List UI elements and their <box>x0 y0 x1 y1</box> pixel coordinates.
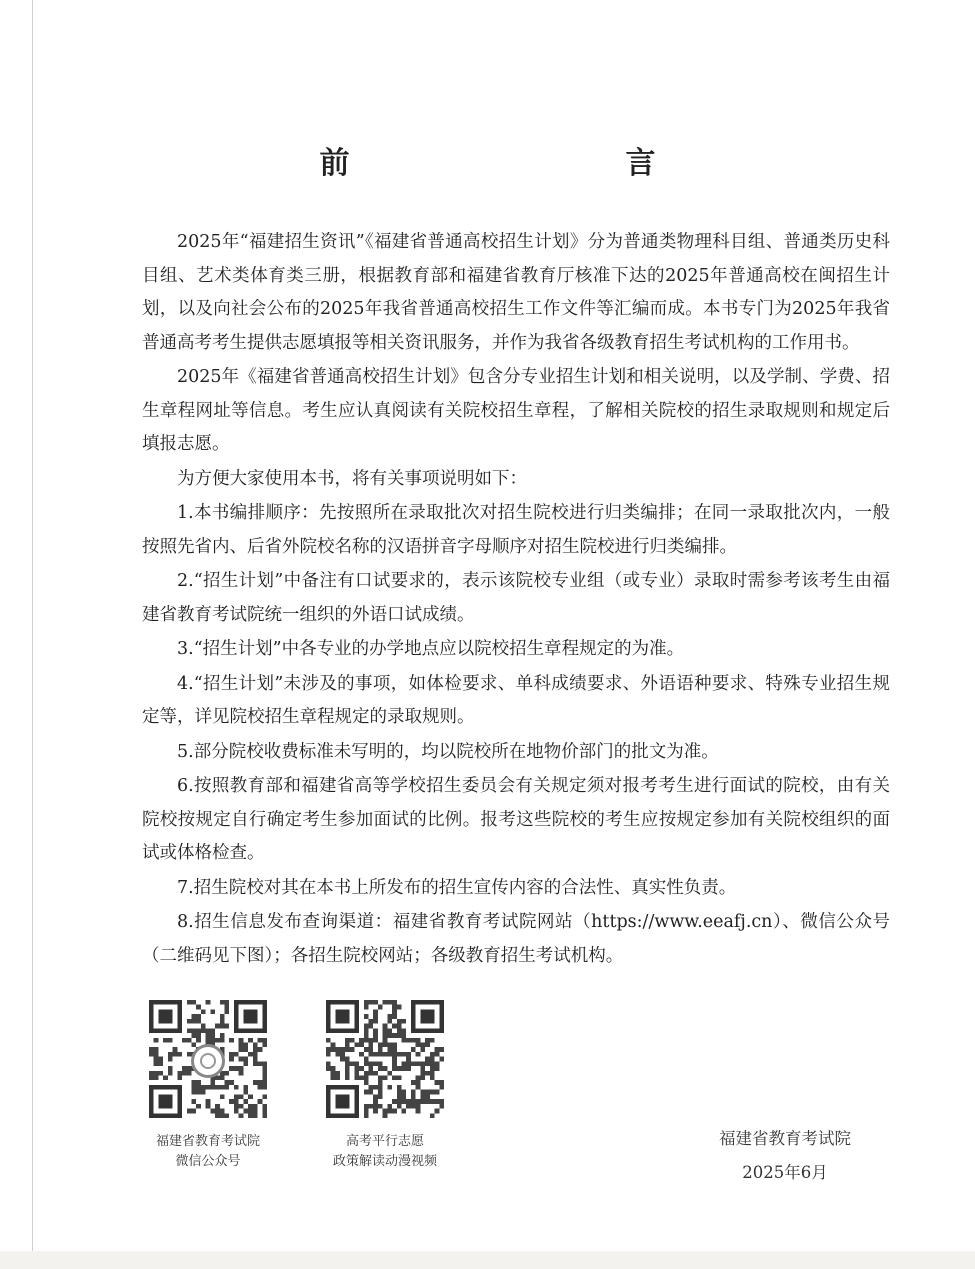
paragraph: 为方便大家使用本书，将有关事项说明如下： <box>177 468 527 489</box>
qr-caption-line: 福建省教育考试院 <box>155 1134 260 1149</box>
qr-block-wechat <box>133 1000 283 1172</box>
page-bottom-margin <box>0 1251 975 1269</box>
page-edge-line <box>32 0 33 1252</box>
paragraph: 7.招生院校对其在本书上所发布的招生宣传内容的合法性、真实性负责。 <box>177 877 737 898</box>
paragraph: 8.招生信息发布查询渠道：福建省教育考试院网站（https://www.eeafj.cn）、微信公众号（二维码见下图）；各招生院校网站；各级教育招生考试机构。 <box>142 912 890 966</box>
paragraph: 3.“招生计划”中各专业的办学地点应以院校招生章程规定的为准。 <box>177 639 685 659</box>
qr-caption-line: 微信公众号 <box>175 1154 241 1169</box>
qr-block-video <box>310 1000 460 1172</box>
signature <box>700 1122 870 1190</box>
qr-caption-line: 政策解读动漫视频 <box>332 1154 437 1169</box>
paragraph: 2.“招生计划”中备注有口试要求的，表示该院校专业组（或专业）录取时需参考该考生由福建省教育考试院统一组织的外语口试成绩。 <box>142 571 890 625</box>
preface-body <box>142 226 890 974</box>
page-title: 前 言 <box>319 146 728 181</box>
signature-org: 福建省教育考试院 <box>719 1129 851 1148</box>
signature-date: 2025年6月 <box>742 1163 828 1182</box>
paragraph: 2025年“福建招生资讯”《福建省普通高校招生计划》分为普通类物理科目组、普通类历史科目组、艺术类体育类三册，根据教育部和福建省教育厅核准下达的2025年普通高校在闽招生计划，以及向社会公布的2025年我省普通高校招生工作文件等汇编而成。本书专门为2025年我省普通高考考生提供志愿填报等相关资讯服务，并作为我省各级教育招生考试机构的工作用书。 <box>142 232 890 353</box>
paragraph: 5.部分院校收费标准未写明的，均以院校所在地物价部门的批文为准。 <box>177 741 719 762</box>
qr-code-icon <box>326 1000 444 1118</box>
paragraph: 1.本书编排顺序：先按照所在录取批次对招生院校进行归类编排；在同一录取批次内，一般按照先省内、后省外院校名称的汉语拼音字母顺序对招生院校进行归类编排。 <box>142 503 890 557</box>
qr-caption <box>133 1132 283 1172</box>
paragraph: 4.“招生计划”未涉及的事项，如体检要求、单科成绩要求、外语语种要求、特殊专业招生规定等，详见院校招生章程规定的录取规则。 <box>142 673 890 727</box>
qr-caption-line: 高考平行志愿 <box>345 1134 424 1149</box>
paragraph: 2025年《福建省普通高校招生计划》包含分专业招生计划和相关说明，以及学制、学费、招生章程网址等信息。考生应认真阅读有关院校招生章程，了解相关院校的招生录取规则和规定后填报志愿。 <box>142 367 890 454</box>
paragraph: 6.按照教育部和福建省高等学校招生委员会有关规定须对报考考生进行面试的院校，由有关院校按规定自行确定考生参加面试的比例。报考这些院校的考生应按规定参加有关院校组织的面试或体格检查。 <box>142 776 890 863</box>
qr-caption <box>310 1132 460 1172</box>
emblem-logo-icon <box>191 1044 225 1078</box>
